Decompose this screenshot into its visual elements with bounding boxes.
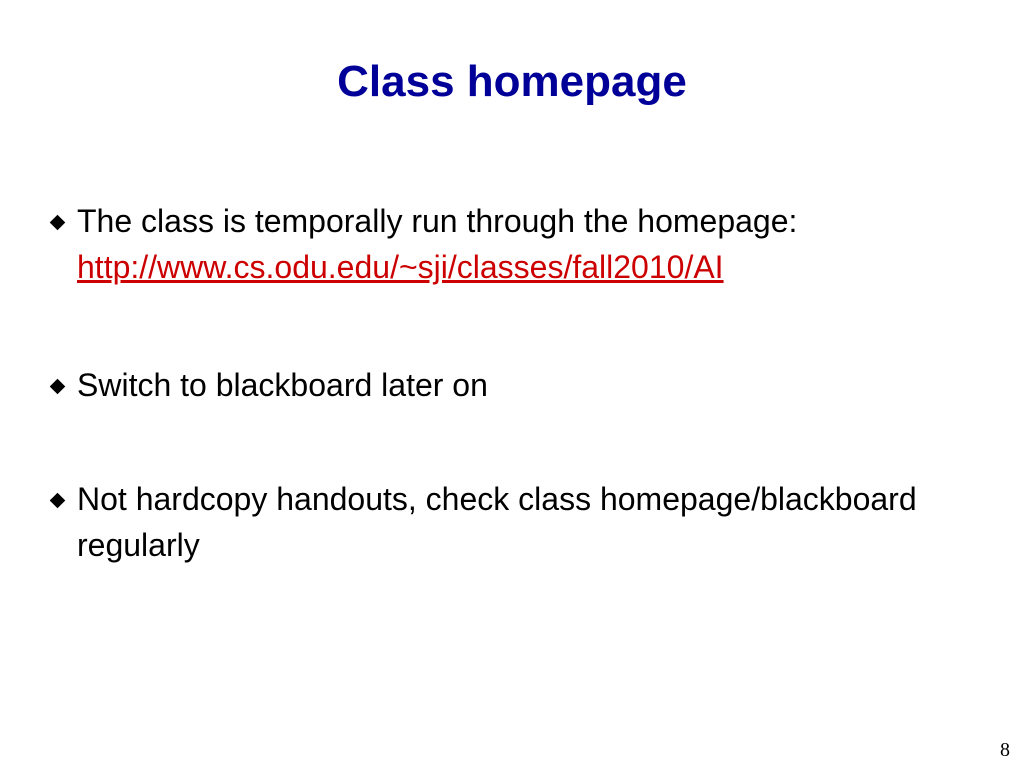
slide-title: Class homepage — [337, 57, 687, 106]
bullet-text: Not hardcopy handouts, check class homepage/blackboard regularly — [77, 481, 917, 563]
diamond-bullet-icon — [50, 379, 66, 395]
page-number: 8 — [1000, 739, 1010, 761]
diamond-bullet-icon — [50, 493, 66, 509]
homepage-link[interactable]: http://www.cs.odu.edu/~sji/classes/fall2010/AI — [77, 249, 724, 285]
bullet-text: The class is temporally run through the homepage: — [77, 203, 798, 239]
diamond-bullet-icon — [50, 215, 66, 231]
bullet-text: Switch to blackboard later on — [77, 367, 488, 403]
bullet-text-wrapper — [77, 198, 998, 290]
bullet-item-blackboard — [48, 362, 998, 408]
bullet-item-homepage — [48, 198, 998, 290]
bullet-item-handouts — [48, 476, 998, 568]
